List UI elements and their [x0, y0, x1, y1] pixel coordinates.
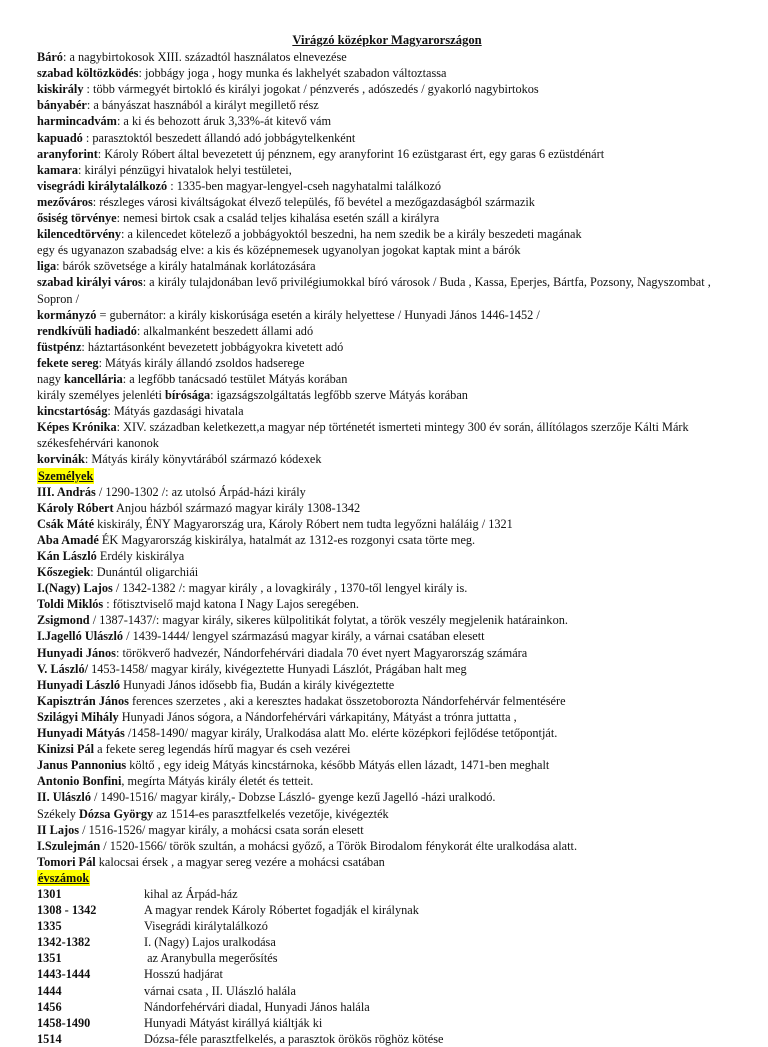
year-value: 1456: [37, 999, 62, 1014]
entry-definition: : a király tulajdonában levő privilégiumokkal bíró városok / Buda , Kassa, Eperjes, Bártfa, Pozsony, Nagyszombat , Sopron /: [37, 275, 711, 306]
years-heading: évszámok: [38, 870, 90, 885]
person-entry: [37, 612, 737, 628]
entry-definition: : 1335-ben magyar-lengyel-cseh nagyhatalmi találkozó: [167, 178, 442, 193]
entry-term: Csák Máté: [37, 516, 95, 531]
person-entry: [37, 628, 737, 644]
entry-definition: : jobbágy joga , hogy munka és lakhelyét szabadon változtassa: [138, 66, 447, 81]
person-entry: [37, 596, 737, 612]
entry-prefix: király személyes jelenléti: [37, 388, 166, 403]
glossary-entry: [37, 97, 737, 113]
glossary-entry: [37, 226, 737, 242]
entry-prefix: egy és ugyanazon szabadság elve: [37, 243, 201, 258]
entry-definition: = gubernátor: a király kiskorúsága esetén a király helyettese / Hunyadi János 1446-1452 /: [96, 307, 540, 322]
person-entry: [37, 548, 737, 564]
entry-definition: : királyi pénzügyi hivatalok helyi testületei,: [78, 162, 292, 177]
person-entry: [37, 580, 737, 596]
entry-prefix: nagy: [37, 371, 64, 386]
persons-section: [37, 468, 737, 484]
entry-definition: , megírta Mátyás király életét és tetteit.: [121, 774, 314, 789]
year-event: kihal az Árpád-ház: [144, 886, 238, 901]
year-event: I. (Nagy) Lajos uralkodása: [144, 935, 276, 950]
glossary-entry: [37, 274, 737, 306]
glossary-entry: [37, 339, 737, 355]
year-row: [37, 1015, 737, 1031]
glossary-entry: [37, 371, 737, 387]
year-row: [37, 999, 737, 1015]
year-row: [37, 918, 737, 934]
persons-heading: Személyek: [38, 468, 94, 483]
year-row: [37, 934, 737, 950]
person-entry: [37, 484, 737, 500]
entry-term: ősiség törvénye: [37, 211, 117, 226]
entry-definition: költő , egy ideig Mátyás kincstárnoka, később Mátyás ellen lázadt, 1471-ben meghalt: [126, 758, 550, 773]
entry-definition: kalocsai érsek , a magyar sereg vezére a mohácsi csatában: [95, 854, 385, 869]
year-value: 1301: [37, 886, 62, 901]
entry-definition: : alkalmanként beszedett állami adó: [136, 323, 314, 338]
entry-definition: kiskirály, ÉNY Magyarország ura, Károly Róbert nem tudta legyőzni haláláig / 1321: [94, 516, 513, 531]
years-table: [37, 886, 737, 1047]
years-section: [37, 870, 737, 886]
entry-term: bírósága: [165, 388, 211, 403]
entry-definition: : több vármegyét birtokló és királyi jogokat / pénzverés , adószedés / gyakorló nagybirtokos: [83, 82, 539, 97]
entry-term: Dózsa György: [79, 806, 154, 821]
person-entry: [37, 516, 737, 532]
glossary-entry: [37, 210, 737, 226]
entry-definition: : Károly Róbert által bevezetett új pénznem, egy aranyforint 16 ezüstgarast ért, egy garas 6 ezüstdénárt: [97, 146, 605, 161]
entry-term: fekete sereg: [37, 355, 99, 370]
person-entry: [37, 645, 737, 661]
entry-term: Kapisztrán János: [37, 693, 129, 708]
entry-definition: : bárók szövetsége a király hatalmának korlátozására: [56, 259, 316, 274]
entry-term: I.Szulejmán: [37, 838, 101, 853]
entry-term: Toldi Miklós: [37, 597, 104, 612]
glossary-entry: [37, 451, 737, 467]
entry-term: harmincadvám: [37, 114, 117, 129]
entry-term: Aba Amadé: [37, 532, 99, 547]
year-event: Nándorfehérvári diadal, Hunyadi János halála: [144, 999, 370, 1014]
entry-term: III. András: [37, 484, 96, 499]
year-event: Hosszú hadjárat: [144, 967, 223, 982]
person-entry: [37, 789, 737, 805]
entry-term: II Lajos: [37, 822, 80, 837]
person-entry: [37, 725, 737, 741]
entry-definition: Hunyadi János idősebb fia, Budán a király kivégeztette: [120, 677, 395, 692]
year-row: [37, 950, 737, 966]
year-value: 1342-1382: [37, 935, 91, 950]
entry-definition: / 1439-1444/ lengyel származású magyar király, a várnai csatában elesett: [123, 629, 485, 644]
glossary-entry: [37, 258, 737, 274]
entry-term: I.(Nagy) Lajos: [37, 581, 113, 596]
year-event: az Aranybulla megerősítés: [144, 951, 278, 966]
year-event: Dózsa-féle parasztfelkelés, a parasztok örökös röghöz kötése: [144, 1031, 444, 1046]
year-row: [37, 983, 737, 999]
entry-term: Tomori Pál: [37, 854, 96, 869]
entry-definition: : a kilencedet kötelező a jobbágyoktól beszedni, ha nem szedik be a király beszedeti magának: [121, 227, 582, 242]
entry-term: Kinizsi Pál: [37, 742, 95, 757]
entry-definition: : a nagybirtokosok XIII. századtól használatos elnevezése: [62, 50, 347, 65]
person-entry: [37, 773, 737, 789]
entry-definition: : Dunántúl oligarchiái: [90, 565, 199, 580]
entry-term: Hunyadi János: [37, 645, 116, 660]
entry-term: kincstartóság: [37, 404, 108, 419]
entry-definition: az 1514-es parasztfelkelés vezetője, kivégezték: [153, 806, 389, 821]
entry-term: szabad költözködés: [37, 66, 139, 81]
document-page: [37, 32, 737, 1047]
entry-term: Janus Pannonius: [37, 758, 127, 773]
entry-definition: Hunyadi János sógora, a Nándorfehérvári várkapitány, Mátyást a trónra juttatta ,: [118, 709, 517, 724]
year-value: 1444: [37, 983, 62, 998]
person-entry: [37, 838, 737, 854]
entry-term: füstpénz: [37, 339, 82, 354]
entry-definition: / 1516-1526/ magyar király, a mohácsi csata során elesett: [79, 822, 364, 837]
glossary-entry: [37, 307, 737, 323]
entry-definition: : a kis és középnemesek ugyanolyan jogokat kaptak mint a bárók: [200, 243, 521, 258]
year-value: 1335: [37, 919, 62, 934]
entry-definition: / 1290-1302 /: az utolsó Árpád-házi király: [95, 484, 306, 499]
entry-definition: : főtisztviselő majd katona I Nagy Lajos seregében.: [103, 597, 359, 612]
entry-term: Károly Róbert: [37, 500, 114, 515]
person-entry: [37, 532, 737, 548]
entry-term: Báró: [37, 50, 63, 65]
entry-term: Antonio Bonfini: [37, 774, 122, 789]
entry-definition: : Mátyás király állandó zsoldos hadserege: [98, 355, 305, 370]
glossary-entry: [37, 323, 737, 339]
entry-term: kancellária: [63, 371, 123, 386]
glossary-entry: [37, 242, 737, 258]
entry-definition: a fekete sereg legendás hírű magyar és cseh vezérei: [94, 742, 351, 757]
year-row: [37, 966, 737, 982]
year-event: várnai csata , II. Ulászló halála: [144, 983, 296, 998]
entry-term: aranyforint: [37, 146, 98, 161]
glossary-list: [37, 49, 737, 467]
entry-term: kilencedtörvény: [37, 227, 122, 242]
person-entry: [37, 564, 737, 580]
entry-definition: : részleges városi kiváltságokat élvező település, fő bevétel a mezőgazdaságból származik: [92, 194, 535, 209]
entry-term: bányabér: [37, 98, 87, 113]
entry-definition: ferences szerzetes , aki a keresztes hadakat összetoborozta Nándorfehérvár felmentésére: [128, 693, 566, 708]
entry-definition: : a legfőbb tanácsadó testület Mátyás korában: [122, 371, 348, 386]
entry-term: visegrádi királytalálkozó: [37, 178, 168, 193]
year-value: 1458-1490: [37, 1015, 91, 1030]
glossary-entry: [37, 162, 737, 178]
entry-definition: ÉK Magyarország kiskirálya, hatalmát az 1312-es rozgonyi csata törte meg.: [98, 532, 476, 547]
year-event: Hunyadi Mátyást királlyá kiáltják ki: [144, 1015, 323, 1030]
entry-definition: /1458-1490/ magyar király, Uralkodása alatt Mo. elérte középkori fejlődése tetőpontját.: [124, 726, 558, 741]
glossary-entry: [37, 387, 737, 403]
entry-definition: : háztartásonként bevezetett jobbágyokra kivetett adó: [81, 339, 344, 354]
person-entry: [37, 854, 737, 870]
glossary-entry: [37, 403, 737, 419]
page-title: Virágzó középkor Magyarországon: [292, 33, 482, 47]
entry-definition: / 1342-1382 /: magyar király , a lovagkirály , 1370-től lengyel király is.: [112, 581, 468, 596]
entry-term: Kőszegiek: [37, 565, 91, 580]
entry-definition: : a bányászat hasznából a királyt megillető rész: [86, 98, 319, 113]
entry-term: korvinák: [37, 452, 85, 467]
person-entry: [37, 757, 737, 773]
person-entry: [37, 661, 737, 677]
glossary-entry: [37, 194, 737, 210]
entry-definition: : nemesi birtok csak a család teljes kihalása esetén száll a királyra: [116, 211, 440, 226]
person-entry: [37, 500, 737, 516]
entry-definition: : igazságszolgáltatás legfőbb szerve Mátyás korában: [210, 388, 468, 403]
entry-definition: : törökverő hadvezér, Nándorfehérvári diadala 70 évet nyert Magyarország számára: [115, 645, 528, 660]
entry-definition: : Mátyás király könyvtárából származó kódexek: [84, 452, 322, 467]
entry-term: Hunyadi Mátyás: [37, 726, 125, 741]
entry-term: II. Ulászló: [37, 790, 91, 805]
entry-definition: / 1490-1516/ magyar király,- Dobzse László- gyenge kezű Jagelló -házi uralkodó.: [90, 790, 496, 805]
glossary-entry: [37, 113, 737, 129]
entry-term: Zsigmond: [37, 613, 90, 628]
glossary-entry: [37, 419, 737, 451]
year-row: [37, 902, 737, 918]
person-entry: [37, 806, 737, 822]
glossary-entry: [37, 81, 737, 97]
entry-term: kamara: [37, 162, 78, 177]
person-entry: [37, 822, 737, 838]
entry-term: kormányzó: [37, 307, 97, 322]
glossary-entry: [37, 130, 737, 146]
entry-term: Kán László: [37, 549, 97, 563]
entry-term: kiskirály: [37, 82, 84, 97]
year-value: 1308 - 1342: [37, 903, 97, 918]
year-value: 1443-1444: [37, 967, 91, 982]
entry-term: Hunyadi László: [37, 677, 121, 692]
entry-definition: : parasztoktól beszedett állandó adó jobbágytelkenként: [82, 130, 356, 145]
entry-definition: / 1387-1437/: magyar király, sikeres külpolitikát folytat, a török veszély megjelenik határainkon.: [89, 613, 568, 628]
entry-term: kapuadó: [37, 130, 83, 145]
entry-term: Szilágyi Mihály: [37, 709, 119, 724]
entry-term: mezőváros: [37, 194, 93, 209]
person-entry: [37, 709, 737, 725]
entry-definition: Erdély kiskirálya: [96, 549, 185, 563]
glossary-entry: [37, 49, 737, 65]
persons-list: [37, 484, 737, 870]
entry-definition: / 1520-1566/ török szultán, a mohácsi győző, a Török Birodalom fénykorát élte uralkodása alatt.: [100, 838, 578, 853]
person-entry: [37, 693, 737, 709]
year-value: 1514: [37, 1031, 62, 1046]
entry-term: szabad királyi város: [37, 275, 143, 290]
entry-prefix: Székely: [37, 806, 80, 821]
glossary-entry: [37, 146, 737, 162]
entry-term: V. László/: [37, 661, 89, 676]
year-event: Visegrádi királytalálkozó: [144, 919, 268, 934]
year-value: 1351: [37, 951, 62, 966]
entry-definition: Anjou házból származó magyar király 1308-1342: [113, 500, 361, 515]
entry-term: rendkívüli hadiadó: [37, 323, 137, 338]
entry-term: Képes Krónika: [37, 420, 117, 435]
person-entry: [37, 741, 737, 757]
person-entry: [37, 677, 737, 693]
entry-term: liga: [37, 259, 57, 274]
entry-definition: : a ki és behozott áruk 3,33%-át kitevő vám: [116, 114, 332, 129]
year-row: [37, 1031, 737, 1047]
entry-definition: : Mátyás gazdasági hivatala: [107, 404, 244, 419]
entry-definition: : XIV. században keletkezett,a magyar nép történetét ismerteti mintegy 300 év során, állítólagos szerzője Kálti Márk székesfehérvári kanonok: [37, 420, 689, 451]
entry-term: I.Jagelló Ulászló: [37, 629, 124, 644]
glossary-entry: [37, 355, 737, 371]
year-row: [37, 886, 737, 902]
entry-definition: 1453-1458/ magyar király, kivégeztette Hunyadi Lászlót, Prágában halt meg: [88, 661, 467, 676]
glossary-entry: [37, 178, 737, 194]
year-event: A magyar rendek Károly Róbertet fogadják el királynak: [144, 903, 419, 918]
glossary-entry: [37, 65, 737, 81]
